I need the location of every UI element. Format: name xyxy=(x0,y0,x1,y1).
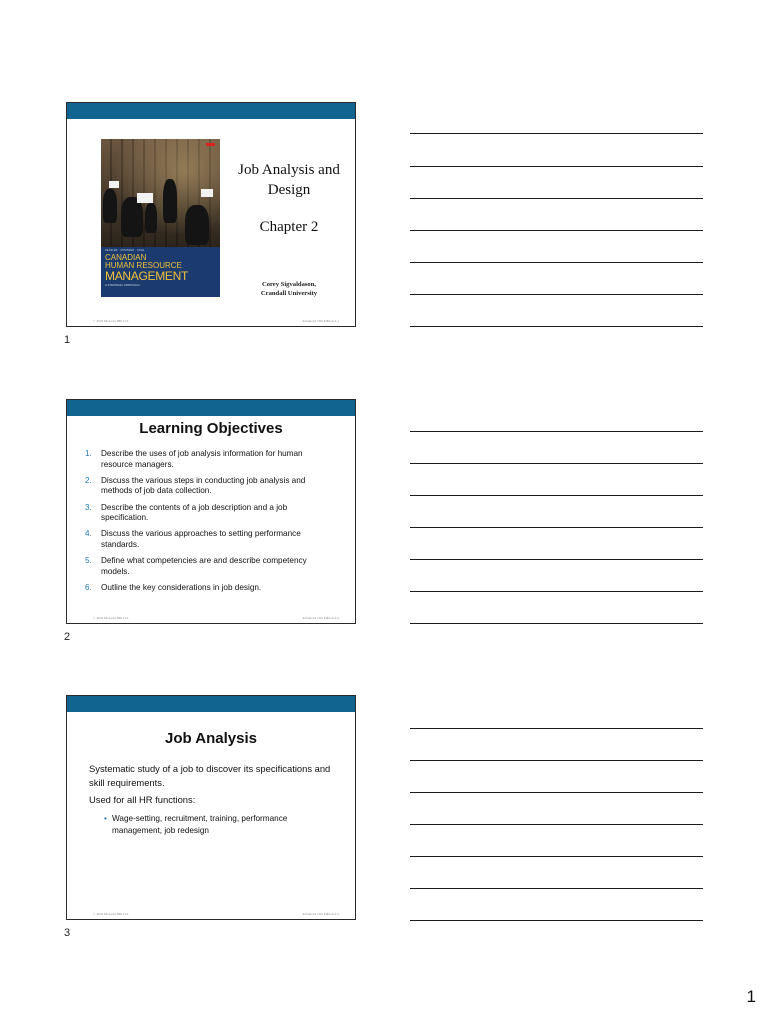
list-number: 1. xyxy=(85,449,92,458)
list-item xyxy=(85,529,330,550)
note-line xyxy=(410,728,703,729)
note-line xyxy=(410,431,703,432)
slide-title: Learning Objectives xyxy=(139,420,283,437)
note-line xyxy=(410,856,703,857)
slide-number: 1 xyxy=(64,334,71,346)
cover-title-line3: MANAGEMENT xyxy=(105,269,189,283)
note-line xyxy=(410,198,703,199)
note-line xyxy=(410,623,703,624)
list-number: 4. xyxy=(85,529,92,539)
slide-copyright: © 2022 McGraw Hill Ltd. xyxy=(93,912,129,916)
list-item xyxy=(85,583,330,594)
bullet-item xyxy=(104,813,332,837)
list-item-text: Outline the key considerations in job design. xyxy=(101,582,262,592)
note-line xyxy=(410,792,703,793)
cover-title-line1: CANADIAN xyxy=(105,253,147,262)
note-line xyxy=(410,495,703,496)
usage-text: Used for all HR functions: xyxy=(89,794,196,805)
objectives-list xyxy=(85,449,330,599)
note-line xyxy=(410,166,703,167)
bullet-text: Wage-setting, recruitment, training, performance management, job redesign xyxy=(112,814,288,835)
bullet-dot: • xyxy=(104,814,107,823)
chapter-label: Chapter 2 xyxy=(259,219,319,235)
note-line xyxy=(410,559,703,560)
cover-subtitle: A STRATEGIC APPROACH xyxy=(105,283,140,287)
list-number: 5. xyxy=(85,556,92,566)
slide-2 xyxy=(66,399,356,624)
author-name: Corey Sigvaldason, xyxy=(261,281,317,288)
list-item-text: Discuss the various approaches to setting performance standards. xyxy=(101,529,301,549)
slide-copyright: © 2022 McGraw Hill Ltd. xyxy=(93,319,129,323)
cover-authors: DESSLER · CHHINZER · COLE xyxy=(105,249,145,252)
slide-1 xyxy=(66,102,356,327)
note-line xyxy=(410,760,703,761)
slide-3 xyxy=(66,695,356,920)
slide-header-bar xyxy=(67,103,355,119)
list-item xyxy=(85,449,330,470)
list-number: 2. xyxy=(85,475,92,485)
note-line xyxy=(410,591,703,592)
slide-edition: Advanced 13th Edition 2-2 xyxy=(302,616,339,620)
slide-title: Job Analysis xyxy=(165,730,257,747)
note-line xyxy=(410,463,703,464)
list-number: 6. xyxy=(85,582,92,592)
orchestra-photo xyxy=(101,139,220,247)
note-line xyxy=(410,326,703,327)
publisher-badge xyxy=(206,143,215,146)
note-line xyxy=(410,888,703,889)
note-line xyxy=(410,230,703,231)
list-item-text: Define what competencies are and describe competency models. xyxy=(101,556,307,576)
cover-title-line2: HUMAN RESOURCE xyxy=(105,261,182,270)
slide-number: 3 xyxy=(64,927,71,939)
slide-title: Job Analysis and Design xyxy=(238,162,340,198)
note-line xyxy=(410,133,703,134)
slide-copyright: © 2022 McGraw Hill Ltd. xyxy=(93,616,129,620)
slide-header-bar xyxy=(67,400,355,416)
list-number: 3. xyxy=(85,502,92,512)
note-line xyxy=(410,920,703,921)
page-number: 1 xyxy=(746,987,756,1006)
note-line xyxy=(410,824,703,825)
list-item xyxy=(85,476,330,497)
author-affiliation: Crandall University xyxy=(260,290,318,297)
slide-edition: Advanced 13th Edition 2-1 xyxy=(302,319,339,323)
book-cover-image xyxy=(101,139,220,297)
slide-header-bar xyxy=(67,696,355,712)
slide-edition: Advanced 13th Edition 2-3 xyxy=(302,912,339,916)
list-item-text: Describe the uses of job analysis information for human resource managers. xyxy=(101,449,303,469)
note-line xyxy=(410,262,703,263)
list-item xyxy=(85,503,330,524)
definition-text: Systematic study of a job to discover its specifications and skill requirements. xyxy=(89,763,331,788)
list-item-text: Discuss the various steps in conducting job analysis and methods of job data collection. xyxy=(101,475,306,496)
list-item xyxy=(85,556,330,577)
list-item-text: Describe the contents of a job description and a job specification. xyxy=(101,502,288,523)
author-block xyxy=(231,280,347,298)
note-line xyxy=(410,294,703,295)
slide-number: 2 xyxy=(64,631,71,643)
note-line xyxy=(410,527,703,528)
